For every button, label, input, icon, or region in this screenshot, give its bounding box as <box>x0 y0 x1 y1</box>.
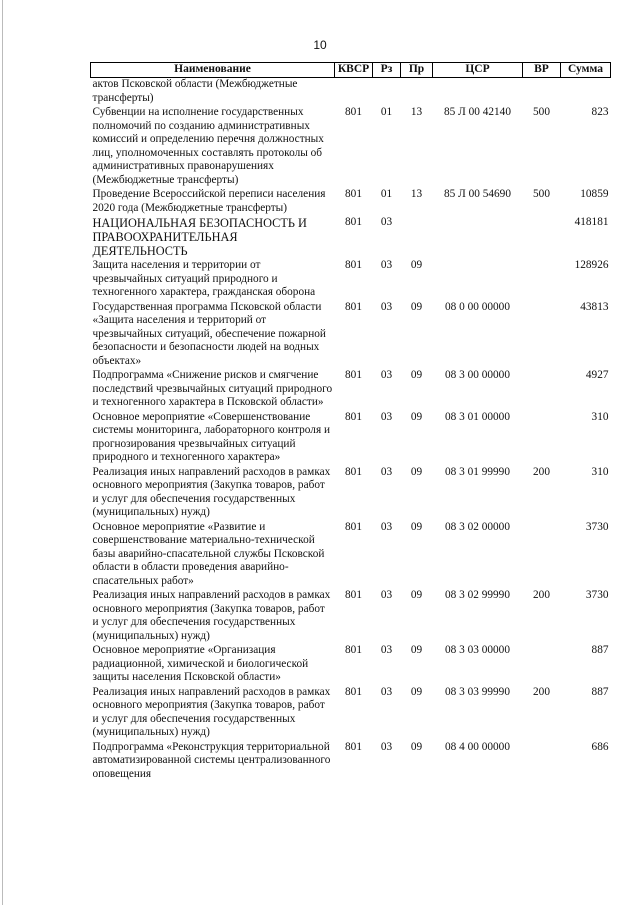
cell-pr: 09 <box>410 685 423 698</box>
cell-sum: 3730 <box>585 520 609 533</box>
cell-rz: 03 <box>380 410 393 423</box>
cell-pr: 09 <box>410 589 423 601</box>
cell-name: НАЦИОНАЛЬНАЯ БЕЗОПАСНОСТЬ И ПРАВООХРАНИТЕЛЬНАЯ ДЕЯТЕЛЬНОСТЬ <box>92 216 307 258</box>
table-row <box>91 741 611 783</box>
table-row <box>91 521 611 590</box>
table-row <box>91 78 611 107</box>
table-row <box>91 466 611 521</box>
cell-rz: 03 <box>380 644 393 656</box>
cell-kvsr: 801 <box>345 589 362 601</box>
cell-name: Основное мероприятие «Развитие и совершенствование материально-технической базы аварийно-спасательной службы Псковской области в области проведения аварийно-спасательных работ» <box>92 520 325 587</box>
cell-vr <box>523 644 561 686</box>
cell-vr: 200 <box>533 685 550 698</box>
cell-sum: 3730 <box>585 589 609 601</box>
cell-vr <box>523 216 561 259</box>
cell-pr: 13 <box>410 106 423 118</box>
cell-rz: 03 <box>380 369 393 381</box>
cell-vr <box>523 411 561 466</box>
cell-csr: 08 4 00 00000 <box>445 740 510 753</box>
budget-table <box>90 62 611 782</box>
table-row <box>91 216 611 259</box>
cell-name: Подпрограмма «Снижение рисков и смягчение последствий чрезвычайных ситуаций природного и техногенного характера в Псковской области» <box>92 369 333 408</box>
cell-sum: 686 <box>591 740 609 753</box>
cell-pr: 09 <box>410 520 423 533</box>
cell-csr <box>433 259 523 301</box>
cell-vr <box>523 78 561 107</box>
cell-csr: 08 3 03 00000 <box>445 644 510 656</box>
cell-kvsr: 801 <box>345 300 362 313</box>
cell-rz: 03 <box>380 589 393 601</box>
scan-edge-line <box>2 0 3 905</box>
header-sum: Сумма <box>561 63 611 78</box>
cell-kvsr: 801 <box>345 520 362 533</box>
cell-kvsr: 801 <box>345 259 362 271</box>
cell-sum: 887 <box>591 644 609 656</box>
cell-csr <box>433 78 523 107</box>
table-row <box>91 106 611 188</box>
header-csr: ЦСР <box>433 63 523 78</box>
cell-vr <box>523 301 561 370</box>
cell-vr: 200 <box>533 465 550 478</box>
cell-name: Реализация иных направлений расходов в рамках основного мероприятия (Закупка товаров, работ и услуг для обеспечения государственных (муниципальных) нужд) <box>92 685 331 738</box>
cell-sum: 128926 <box>574 259 609 271</box>
cell-pr: 13 <box>410 188 423 200</box>
cell-vr <box>523 741 561 783</box>
cell-pr: 09 <box>410 300 423 313</box>
cell-csr: 85 Л 00 54690 <box>444 188 511 200</box>
table-row <box>91 644 611 686</box>
cell-kvsr: 801 <box>345 216 362 228</box>
cell-kvsr: 801 <box>345 644 362 656</box>
cell-sum: 418181 <box>574 216 609 228</box>
cell-rz: 03 <box>380 216 393 228</box>
cell-rz: 03 <box>380 300 393 313</box>
cell-kvsr: 801 <box>345 465 362 478</box>
header-rz: Рз <box>373 63 401 78</box>
cell-rz: 03 <box>380 685 393 698</box>
cell-name: Субвенции на исполнение государственных полномочий по созданию административных комиссий и определению перечня должностных лиц, уполномоченных составлять протоколы об административных правонарушениях (Межбюджетные трансферты) <box>92 106 324 186</box>
cell-rz: 01 <box>380 188 393 200</box>
cell-name: Основное мероприятие «Организация радиационной, химической и биологической защиты населения Псковской области» <box>92 644 309 683</box>
cell-name: актов Псковской области (Межбюджетные трансферты) <box>92 78 298 104</box>
cell-csr: 08 0 00 00000 <box>445 300 510 313</box>
cell-csr: 08 3 02 00000 <box>445 520 510 533</box>
cell-kvsr: 801 <box>345 369 362 381</box>
cell-pr: 09 <box>410 369 423 381</box>
cell-kvsr: 801 <box>345 410 362 423</box>
cell-csr: 08 3 00 00000 <box>445 369 510 381</box>
cell-sum: 4927 <box>585 369 609 381</box>
cell-vr <box>523 521 561 590</box>
cell-rz: 01 <box>380 106 393 118</box>
cell-rz <box>373 78 401 107</box>
table-row <box>91 259 611 301</box>
cell-name: Проведение Всероссийской переписи населения 2020 года (Межбюджетные трансферты) <box>92 188 326 214</box>
cell-csr: 85 Л 00 42140 <box>444 106 511 118</box>
cell-sum: 823 <box>591 106 609 118</box>
cell-rz: 03 <box>380 465 393 478</box>
cell-csr <box>433 216 523 259</box>
header-name: Наименование <box>91 63 335 78</box>
cell-vr <box>523 259 561 301</box>
cell-kvsr: 801 <box>345 106 362 118</box>
table-row <box>91 188 611 216</box>
cell-vr: 500 <box>533 188 550 200</box>
cell-pr: 09 <box>410 465 423 478</box>
cell-csr: 08 3 02 99990 <box>445 589 510 601</box>
cell-rz: 03 <box>380 259 393 271</box>
cell-name: Основное мероприятие «Совершенствование системы мониторинга, лабораторного контроля и прогнозирования чрезвычайных ситуаций природного и техногенного характера» <box>92 410 331 463</box>
cell-pr: 09 <box>410 259 423 271</box>
cell-csr: 08 3 03 99990 <box>445 685 510 698</box>
header-pr: Пр <box>401 63 433 78</box>
cell-name: Подпрограмма «Реконструкция территориальной автоматизированной системы централизованного оповещения <box>92 740 331 780</box>
header-vr: ВР <box>523 63 561 78</box>
cell-vr: 500 <box>533 106 550 118</box>
header-kvsr: КВСР <box>335 63 373 78</box>
cell-sum: 310 <box>591 465 609 478</box>
cell-kvsr: 801 <box>345 685 362 698</box>
cell-rz: 03 <box>380 520 393 533</box>
cell-name: Реализация иных направлений расходов в рамках основного мероприятия (Закупка товаров, работ и услуг для обеспечения государственных (муниципальных) нужд) <box>92 589 331 642</box>
table-row <box>91 369 611 411</box>
cell-pr <box>401 216 433 259</box>
cell-name: Защита населения и территории от чрезвычайных ситуаций природного и техногенного характера, гражданская оборона <box>92 259 316 298</box>
cell-kvsr <box>335 78 373 107</box>
cell-kvsr: 801 <box>345 740 362 753</box>
table-row <box>91 686 611 741</box>
cell-kvsr: 801 <box>345 188 362 200</box>
cell-sum: 10859 <box>580 188 609 200</box>
table-row <box>91 411 611 466</box>
page-number: 10 <box>313 38 327 52</box>
table-header-row <box>91 63 611 78</box>
cell-sum <box>561 78 611 107</box>
cell-pr: 09 <box>410 410 423 423</box>
cell-vr <box>523 369 561 411</box>
cell-vr: 200 <box>533 589 550 601</box>
cell-pr: 09 <box>410 740 423 753</box>
table-row <box>91 301 611 370</box>
cell-rz: 03 <box>380 740 393 753</box>
cell-sum: 43813 <box>580 300 609 313</box>
cell-csr: 08 3 01 00000 <box>445 410 510 423</box>
cell-name: Государственная программа Псковской области «Защита населения и территорий от чрезвычайных ситуаций, обеспечение пожарной безопасности и безопасности людей на водных объектах» <box>92 300 326 367</box>
cell-pr <box>401 78 433 107</box>
table-row <box>91 589 611 644</box>
cell-sum: 887 <box>591 685 609 698</box>
cell-sum: 310 <box>591 410 609 423</box>
cell-name: Реализация иных направлений расходов в рамках основного мероприятия (Закупка товаров, работ и услуг для обеспечения государственных (муниципальных) нужд) <box>92 465 331 518</box>
cell-pr: 09 <box>410 644 423 656</box>
cell-csr: 08 3 01 99990 <box>445 465 510 478</box>
